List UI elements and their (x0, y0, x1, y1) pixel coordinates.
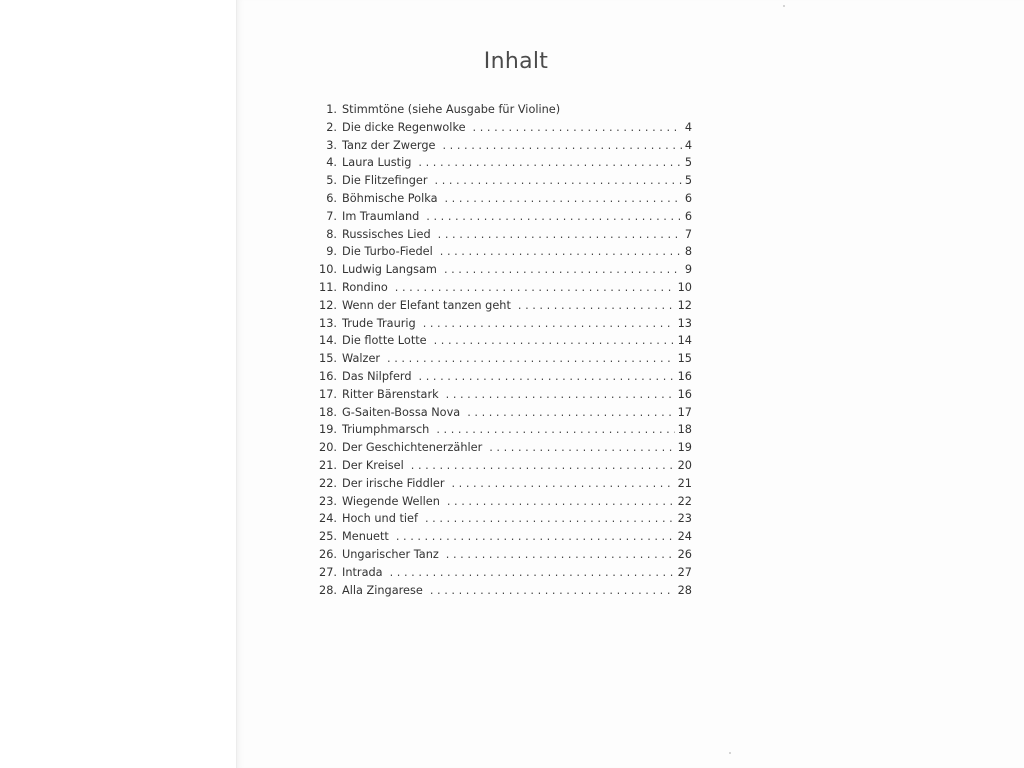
entry-page-number: 6 (684, 209, 692, 223)
entry-page-number: 26 (677, 547, 692, 561)
entry-number: 5. (326, 174, 337, 188)
toc-entry (300, 528, 692, 546)
dot-leader (435, 172, 682, 190)
toc-entry (300, 243, 692, 261)
entry-page-number: 21 (677, 476, 692, 490)
entry-number: 20. (319, 441, 337, 455)
entry-title: Russisches Lied (342, 227, 431, 241)
entry-page-number: 4 (684, 138, 692, 152)
entry-number: 18. (319, 405, 337, 419)
dot-leader (447, 493, 675, 511)
entry-page-number: 28 (677, 583, 692, 597)
entry-number: 28. (319, 583, 337, 597)
entry-number: 11. (319, 280, 337, 294)
entry-number: 21. (319, 458, 337, 472)
entry-number: 8. (326, 227, 337, 241)
entry-number: 24. (319, 512, 337, 526)
entry-title: Rondino (342, 280, 388, 294)
dot-leader (452, 475, 675, 493)
toc-entry (300, 332, 692, 350)
dot-leader (444, 261, 682, 279)
entry-number: 6. (326, 191, 337, 205)
entry-page-number: 24 (677, 530, 692, 544)
entry-number: 7. (326, 209, 337, 223)
table-of-contents (300, 101, 692, 599)
entry-page-number: 6 (684, 191, 692, 205)
entry-page-number: 17 (677, 405, 692, 419)
toc-entry (300, 510, 692, 528)
entry-number: 14. (319, 334, 337, 348)
dot-leader (418, 154, 681, 172)
entry-title: G-Saiten-Bossa Nova (342, 405, 461, 419)
scan-speck (783, 5, 785, 7)
entry-title: Böhmische Polka (342, 191, 438, 205)
toc-entry (300, 119, 692, 137)
toc-entry (300, 386, 692, 404)
entry-page-number: 4 (684, 120, 692, 134)
entry-title: Das Nilpferd (342, 369, 412, 383)
entry-title: Menuett (342, 530, 389, 544)
entry-title: Wenn der Elefant tanzen geht (342, 298, 511, 312)
entry-title: Im Traumland (342, 209, 420, 223)
entry-number: 17. (319, 387, 337, 401)
entry-page-number: 22 (677, 494, 692, 508)
entry-title: Wiegende Wellen (342, 494, 440, 508)
dot-leader (446, 546, 675, 564)
entry-number: 12. (319, 298, 337, 312)
dot-leader (396, 528, 675, 546)
toc-entry (300, 315, 692, 333)
entry-page-number: 23 (677, 512, 692, 526)
entry-title: Die flotte Lotte (342, 334, 427, 348)
entry-number: 19. (319, 423, 337, 437)
toc-entry (300, 172, 692, 190)
entry-title: Der Geschichtenerzähler (342, 441, 483, 455)
entry-title: Stimmtöne (siehe Ausgabe für Violine) (342, 103, 561, 116)
entry-title: Die Flitzefinger (342, 174, 428, 188)
entry-title: Der irische Fiddler (342, 476, 445, 490)
toc-entry (300, 475, 692, 493)
toc-entry (300, 457, 692, 475)
toc-entry (300, 101, 692, 119)
toc-entry (300, 137, 692, 155)
entry-number: 15. (319, 352, 337, 366)
dot-leader (434, 332, 675, 350)
entry-title: Ritter Bärenstark (342, 387, 439, 401)
dot-leader (387, 350, 675, 368)
toc-entry (300, 261, 692, 279)
entry-title: Hoch und tief (342, 512, 418, 526)
entry-number: 26. (319, 547, 337, 561)
entry-title: Die Turbo-Fiedel (342, 245, 433, 259)
dot-leader (440, 243, 682, 261)
entry-title: Der Kreisel (342, 458, 404, 472)
entry-title: Ungarischer Tanz (342, 547, 439, 561)
toc-entry (300, 190, 692, 208)
toc-entry (300, 279, 692, 297)
entry-page-number: 5 (684, 174, 692, 188)
toc-entry (300, 350, 692, 368)
entry-page-number: 7 (684, 227, 692, 241)
entry-page-number: 8 (684, 245, 692, 259)
entry-number: 13. (319, 316, 337, 330)
dot-leader (425, 510, 675, 528)
entry-number: 27. (319, 565, 337, 579)
entry-page-number: 18 (677, 423, 692, 437)
entry-title: Ludwig Langsam (342, 263, 437, 277)
entry-number: 25. (319, 530, 337, 544)
dot-leader (518, 297, 675, 315)
dot-leader (489, 439, 674, 457)
entry-number: 2. (326, 120, 337, 134)
toc-entry (300, 154, 692, 172)
dot-leader (430, 582, 675, 600)
dot-leader (446, 386, 675, 404)
entry-number: 3. (326, 138, 337, 152)
entry-number: 4. (326, 156, 337, 170)
entry-page-number: 20 (677, 458, 692, 472)
entry-title: Walzer (342, 352, 381, 366)
entry-page-number: 9 (684, 263, 692, 277)
entry-number: 22. (319, 476, 337, 490)
entry-title: Triumphmarsch (342, 423, 430, 437)
dot-leader (445, 190, 682, 208)
page-title: Inhalt (483, 48, 549, 74)
dot-leader (395, 279, 675, 297)
dot-leader (426, 208, 682, 226)
dot-leader (423, 315, 675, 333)
dot-leader (419, 368, 675, 386)
dot-leader (438, 226, 682, 244)
toc-entry (300, 297, 692, 315)
dot-leader (467, 404, 674, 422)
entry-number: 9. (326, 245, 337, 259)
toc-entry (300, 368, 692, 386)
entry-number: 23. (319, 494, 337, 508)
dot-leader (411, 457, 675, 475)
entry-number: 10. (319, 263, 337, 277)
dot-leader (443, 137, 682, 155)
toc-entry (300, 226, 692, 244)
entry-title: Intrada (342, 565, 383, 579)
toc-entry (300, 564, 692, 582)
entry-page-number: 16 (677, 369, 692, 383)
entry-title: Die dicke Regenwolke (342, 120, 466, 134)
entry-page-number: 27 (677, 565, 692, 579)
entry-page-number: 19 (677, 441, 692, 455)
toc-entry (300, 582, 692, 600)
entry-number: 16. (319, 369, 337, 383)
entry-page-number: 12 (677, 298, 692, 312)
toc-entry (300, 439, 692, 457)
entry-page-number: 15 (677, 352, 692, 366)
entry-number: 1. (326, 103, 337, 116)
toc-entry (300, 208, 692, 226)
toc-entry (300, 404, 692, 422)
toc-entry (300, 493, 692, 511)
dot-leader (473, 119, 682, 137)
entry-page-number: 13 (677, 316, 692, 330)
entry-page-number: 5 (684, 156, 692, 170)
toc-entry (300, 546, 692, 564)
dot-leader (390, 564, 675, 582)
entry-title: Tanz der Zwerge (342, 138, 436, 152)
entry-title: Alla Zingarese (342, 583, 423, 597)
entry-page-number: 14 (677, 334, 692, 348)
entry-title: Laura Lustig (342, 156, 412, 170)
entry-page-number: 10 (677, 280, 692, 294)
dot-leader (436, 421, 674, 439)
entry-title: Trude Traurig (342, 316, 416, 330)
toc-entry (300, 421, 692, 439)
scan-speck (729, 752, 731, 754)
entry-page-number: 16 (677, 387, 692, 401)
